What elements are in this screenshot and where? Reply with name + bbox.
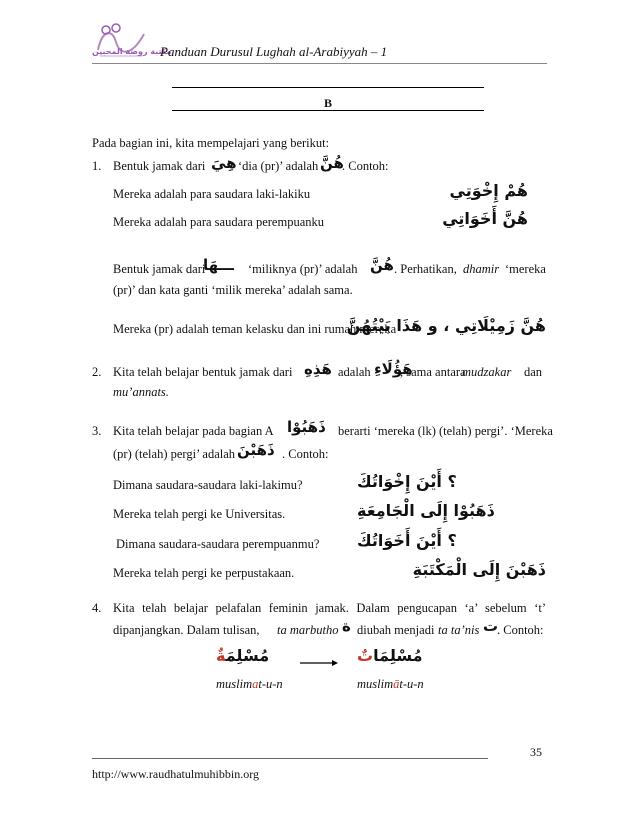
item3-example4-ar: ذَهَبْنَ إِلَى الْمَكْتَبَةِ <box>412 560 546 579</box>
item3-ar-dhahabna: ذَهَبْنَ <box>237 441 275 459</box>
header-title: Panduan Durusul Lughah al-Arabiyyah – 1 <box>160 44 388 59</box>
item3-example1-id: Dimana saudara-saudara laki-lakimu? <box>113 478 303 492</box>
item4-line2-c: . Contoh: <box>497 623 544 637</box>
item4-ta-marbutho: ta marbutho <box>277 623 339 637</box>
item2-text-b: adalah <box>338 365 371 379</box>
item1-example1-ar: هُمْ إِخْوَتِي <box>449 181 528 200</box>
word-from-ending: ةٌ <box>216 646 226 665</box>
item4-translit-from <box>216 677 283 692</box>
item2-mudzakar: mudzakar <box>462 365 512 379</box>
item2-text-a: Kita telah belajar bentuk jamak dari <box>113 365 293 379</box>
item3-example2-id: Mereka telah pergi ke Universitas. <box>113 507 286 521</box>
item1-example3-id: Mereka (pr) adalah teman kelasku dan ini rumah mereka <box>113 322 397 336</box>
item3-text-a: Kita telah belajar pada bagian A <box>113 424 274 438</box>
item4-number: 4. <box>92 601 102 615</box>
item1-ar-ha: ـــهَا <box>203 256 234 274</box>
word-to-base: مُسْلِمَا <box>373 646 423 665</box>
item1-para-line2: (pr)’ dan kata ganti ‘milik mereka’ adalah sama. <box>113 283 353 297</box>
item1-para-a: Bentuk jamak dari <box>113 262 206 276</box>
item3-number: 3. <box>92 424 102 438</box>
item4-line2-b: diubah menjadi <box>357 623 435 637</box>
page-number: 35 <box>530 745 542 759</box>
item2-text-d: dan <box>524 365 543 379</box>
item1-example3-ar: هُنَّ زَمِيْلَاتِي ، و هَذَا بَيْتُهُنَّ <box>346 316 546 335</box>
word-from-base: مُسْلِمَ <box>225 646 270 665</box>
item1-ar-hiya: هِيَ <box>211 154 237 172</box>
translit-to-c: t-u-n <box>399 677 424 691</box>
transform-arrow-icon <box>300 656 338 664</box>
translit-from-c: t-u-n <box>258 677 283 691</box>
publisher-logo <box>92 20 172 60</box>
item1-para-b: ‘miliknya (pr)’ adalah <box>248 262 358 276</box>
item1-text-b: ‘dia (pr)’ adalah <box>238 159 319 173</box>
footer-rule <box>92 758 488 759</box>
item3-example4-id: Mereka telah pergi ke perpustakaan. <box>113 566 295 580</box>
item4-word-from <box>216 646 269 665</box>
translit-to-b: ā <box>393 677 400 691</box>
section-top-line <box>172 87 484 88</box>
item4-ar-ta: ت <box>483 617 499 635</box>
item1-para-dhamir: dhamir <box>463 262 500 276</box>
footer-url[interactable]: http://www.raudhatulmuhibbin.org <box>92 767 259 781</box>
item4-line2-a: dipanjangkan. Dalam tulisan, <box>113 623 260 637</box>
item2-text-c: , sama antara <box>400 365 466 379</box>
item4-translit-to <box>357 677 424 692</box>
item1-example2-ar: هُنَّ أَخَوَاتِي <box>442 209 528 228</box>
header-rule <box>92 63 547 64</box>
section-bottom-line <box>172 110 484 111</box>
item4-ta-nis: ta ta’nis <box>438 623 480 637</box>
item1-para-d: ‘mereka <box>505 262 546 276</box>
translit-from-a: muslim <box>216 677 253 691</box>
item3-ar-dhahabu: ذَهَبُوْا <box>287 418 326 436</box>
section-label: B <box>323 96 332 110</box>
item3-line2-b: . Contoh: <box>282 447 329 461</box>
item1-example2-id: Mereka adalah para saudara perempuanku <box>113 215 324 229</box>
item1-ar-hunna: هُنَّ <box>320 154 344 172</box>
item1-example1-id: Mereka adalah para saudara laki-lakiku <box>113 187 311 201</box>
item4-word-to <box>357 646 423 665</box>
item2-line2: mu’annats. <box>113 385 169 399</box>
item2-ar-hadhihi: هَذِهِ <box>304 360 332 378</box>
item1-number: 1. <box>92 159 102 173</box>
intro-text: Pada bagian ini, kita mempelajari yang berikut: <box>92 136 330 150</box>
item4-ar-ta-marbuta: ة <box>342 617 351 635</box>
translit-from-b: a <box>252 677 259 691</box>
logo-text: مكتبة روضة المحبين <box>92 47 172 56</box>
item3-text-b: berarti ‘mereka (lk) (telah) pergi’. ‘Mereka <box>338 424 553 438</box>
item1-ar-hunna2: هُنَّ <box>370 256 394 274</box>
item3-line2-a: (pr) (telah) pergi’ adalah <box>113 447 236 461</box>
item3-example3-id: Dimana saudara-saudara perempuanmu? <box>116 537 320 551</box>
item3-example1-ar: ؟ أَيْنَ إِخْوَاتُكَ <box>357 472 457 491</box>
item1-text-a: Bentuk jamak dari <box>113 159 206 173</box>
item2-ar-haulai: هَؤُلَاءِ <box>374 360 413 378</box>
item3-example2-ar: ذَهَبُوْا إِلَى الْجَامِعَةِ <box>357 501 495 520</box>
item1-text-c: . Contoh: <box>342 159 389 173</box>
item3-example3-ar: ؟ أَيْنَ أَخَوَاتُكَ <box>357 531 457 550</box>
word-to-ending: تٌ <box>357 646 374 665</box>
translit-to-a: muslim <box>357 677 394 691</box>
item2-number: 2. <box>92 365 102 379</box>
item1-para-c: . Perhatikan, <box>394 262 457 276</box>
item4-line1: Kita telah belajar pelafalan feminin jamak. Dalam pengucapan ‘a’ sebelum ‘t’ <box>113 601 546 615</box>
